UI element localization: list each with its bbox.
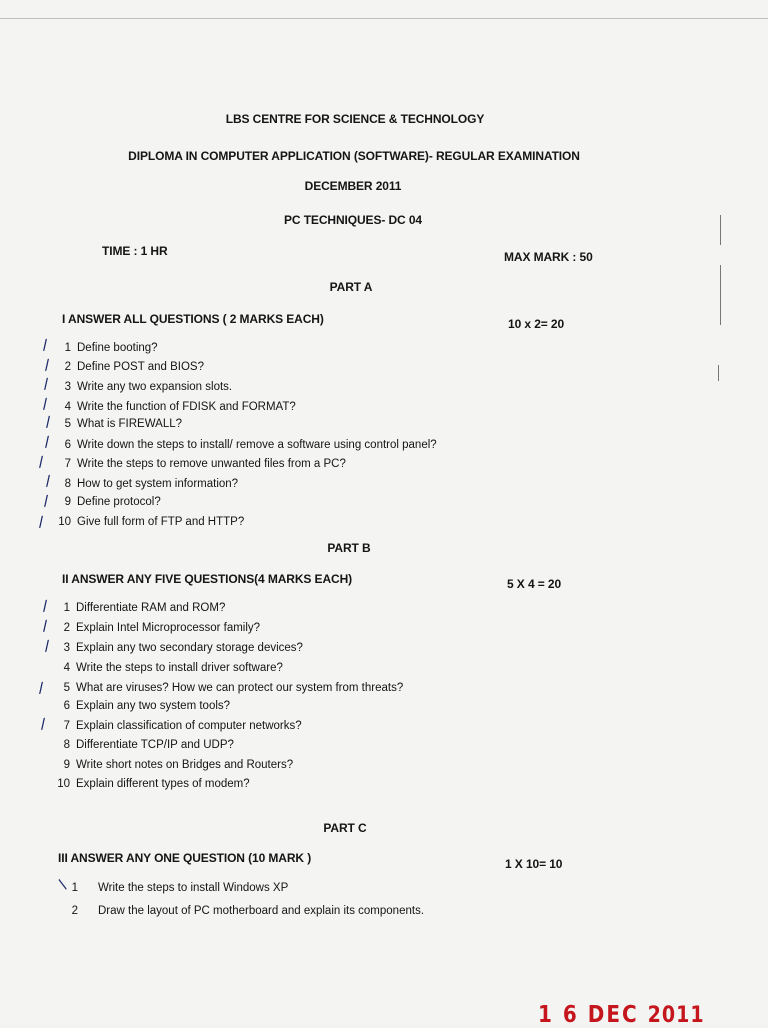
tick-mark: ⁄ — [39, 716, 48, 733]
list-item: 2 Define POST and BIOS? — [64, 361, 204, 373]
list-item: 5 What are viruses? How we can protect our system from threats? — [63, 682, 404, 694]
list-item: 4 Write the function of FDISK and FORMAT? — [64, 401, 296, 413]
institution-title: LBS CENTRE FOR SCIENCE & TECHNOLOGY — [225, 112, 485, 126]
list-item: 2 Draw the layout of PC motherboard and explain its components. — [71, 905, 425, 917]
tick-mark: ⁄ — [37, 454, 46, 471]
scan-artifact — [718, 365, 719, 381]
list-item: 8 How to get system information? — [64, 478, 239, 490]
tick-mark: ⁄ — [44, 414, 53, 431]
list-item: 1 Define booting? — [64, 342, 158, 354]
part-b-marks: 5 X 4 = 20 — [507, 577, 562, 591]
list-item: 6 Write down the steps to install/ remove a software using control panel? — [64, 439, 437, 451]
tick-mark: ⁄ — [37, 514, 46, 531]
list-item: 9 Define protocol? — [64, 496, 161, 508]
list-item: 6 Explain any two system tools? — [63, 700, 231, 712]
date-stamp: 1 6 DEC 2011 — [538, 1000, 705, 1028]
tick-mark: ⁄ — [43, 357, 52, 374]
tick-mark: ⁄ — [37, 680, 46, 697]
tick-mark: ⁄ — [42, 376, 51, 393]
list-item: 2 Explain Intel Microprocessor family? — [63, 622, 261, 634]
list-item: 4 Write the steps to install driver software? — [63, 662, 283, 674]
list-item: 7 Explain classification of computer networks? — [63, 720, 302, 732]
tick-mark: ⁄ — [54, 880, 72, 889]
tick-mark: ⁄ — [42, 493, 51, 510]
part-c-marks: 1 X 10= 10 — [505, 857, 563, 871]
scan-artifact — [720, 265, 721, 325]
tick-mark: ⁄ — [44, 473, 53, 490]
list-item: 1 Differentiate RAM and ROM? — [63, 602, 226, 614]
list-item: 9 Write short notes on Bridges and Routers? — [63, 759, 294, 771]
part-a-instruction: I ANSWER ALL QUESTIONS ( 2 MARKS EACH) — [62, 312, 324, 326]
part-c-instruction: III ANSWER ANY ONE QUESTION (10 MARK ) — [58, 851, 312, 865]
exam-title: DIPLOMA IN COMPUTER APPLICATION (SOFTWARE)- REGULAR EXAMINATION — [128, 149, 580, 163]
subject-title: PC TECHNIQUES- DC 04 — [283, 213, 423, 227]
exam-date: DECEMBER 2011 — [304, 179, 402, 193]
list-item: 10 Explain different types of modem? — [57, 778, 250, 790]
tick-mark: ⁄ — [41, 396, 50, 413]
time-label: TIME : 1 HR — [102, 244, 168, 258]
tick-mark: ⁄ — [41, 337, 50, 354]
list-item: 3 Write any two expansion slots. — [64, 381, 233, 393]
part-a-marks: 10 x 2= 20 — [508, 317, 565, 331]
scan-artifact — [720, 215, 721, 245]
list-item: 1 Write the steps to install Windows XP — [71, 882, 289, 894]
part-c-title: PART C — [323, 821, 367, 835]
part-a-title: PART A — [329, 280, 373, 294]
max-mark-label: MAX MARK : 50 — [504, 250, 593, 264]
list-item: 10 Give full form of FTP and HTTP? — [58, 516, 245, 528]
list-item: 5 What is FIREWALL? — [64, 418, 183, 430]
tick-mark: ⁄ — [43, 638, 52, 655]
scan-edge-line — [0, 18, 768, 19]
part-b-instruction: II ANSWER ANY FIVE QUESTIONS(4 MARKS EACH) — [62, 572, 353, 586]
tick-mark: ⁄ — [41, 618, 50, 635]
tick-mark: ⁄ — [41, 598, 50, 615]
list-item: 3 Explain any two secondary storage devices? — [63, 642, 303, 654]
list-item: 7 Write the steps to remove unwanted files from a PC? — [64, 458, 346, 470]
tick-mark: ⁄ — [43, 434, 52, 451]
list-item: 8 Differentiate TCP/IP and UDP? — [63, 739, 234, 751]
part-b-title: PART B — [327, 541, 371, 555]
